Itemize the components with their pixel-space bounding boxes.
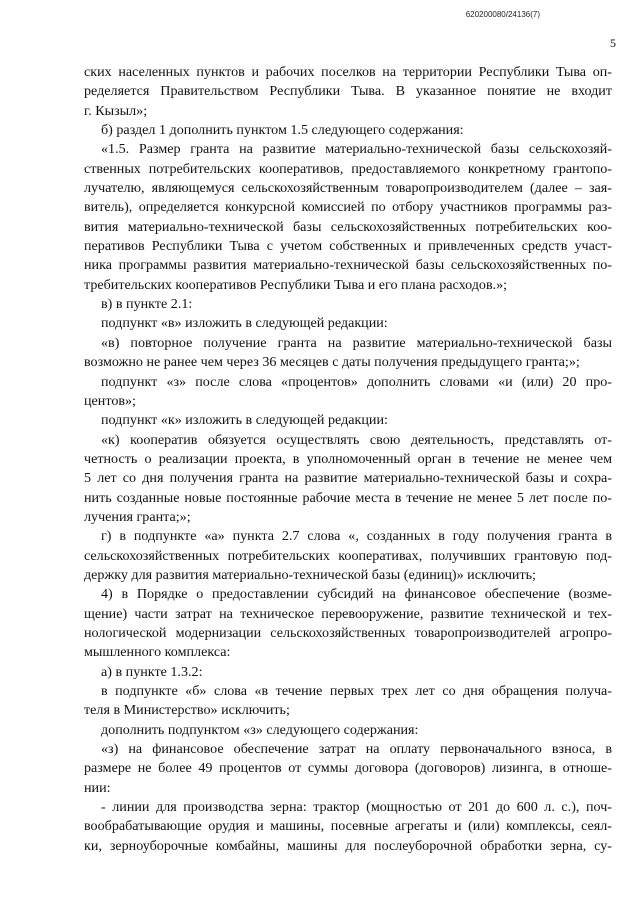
text-line: вообрабатывающие орудия и машины, посевные агрегаты и (или) комплексы, сеял- — [84, 818, 612, 835]
text-line: г) в подпункте «а» пункта 2.7 слова «, созданных в году получения гранта в — [101, 528, 612, 545]
text-line: подпункт «з» после слова «процентов» дополнить словами «и (или) 20 про- — [101, 373, 612, 390]
text-line: теля в Министерство» исключить; — [84, 702, 290, 719]
text-line: витель), определяется конкурсной комиссией по отбору участников программы раз- — [84, 199, 612, 216]
text-line: «1.5. Размер гранта на развитие материально-технической базы сельскохозяй- — [101, 141, 612, 158]
text-line: лучения гранта;»; — [84, 508, 191, 525]
text-line: 5 лет со дня получения гранта на развитие материально-технической базы и сохра- — [84, 470, 612, 487]
document-code: 620200080/24136(7) — [465, 10, 540, 19]
text-line: ределяется Правительством Республики Тыва. В указанное понятие не входит — [84, 83, 612, 100]
text-line: перативов Республики Тыва с учетом собственных и привлеченных средств участ- — [84, 238, 612, 255]
text-line: нии: — [84, 779, 111, 796]
text-line: подпункт «в» изложить в следующей редакции: — [101, 315, 388, 332]
text-line: в подпункте «б» слова «в течение первых трех лет со дня обращения получа- — [101, 683, 612, 699]
text-line: ственных потребительских кооперативов, предоставляемого конкретному грантопо- — [84, 160, 612, 177]
text-line: г. Кызыл»; — [84, 102, 148, 119]
text-line: ских населенных пунктов и рабочих поселков на территории Республики Тыва оп- — [84, 64, 612, 80]
text-line: лучателю, являющемуся сельскохозяйственным товаропроизводителем (далее – зая- — [84, 180, 612, 197]
text-line: размере не более 49 процентов от суммы договора (договоров) лизинга, в отноше- — [84, 760, 612, 777]
text-line: «в) повторное получение гранта на развитие материально-технической базы — [101, 334, 612, 351]
text-line: нологической модернизации сельскохозяйственных товаропроизводителей агропро- — [84, 624, 612, 641]
text-line: б) раздел 1 дополнить пунктом 1.5 следующего содержания: — [101, 122, 464, 139]
text-line: в) в пункте 2.1: — [101, 296, 193, 313]
text-line: требительских кооперативов Республики Тыва и его плана расходов.»; — [84, 276, 508, 293]
text-line: сельскохозяйственных потребительских кооперативах, получивших грантовую под- — [84, 547, 612, 564]
text-line: - линии для производства зерна: трактор (мощностью от 201 до 600 л. с.), поч- — [101, 799, 612, 816]
text-line: «к) кооператив обязуется осуществлять свою деятельность, представлять от- — [101, 431, 612, 448]
text-line: ки, зерноуборочные комбайны, машины для послеуборочной обработки зерна, су- — [84, 837, 612, 854]
text-line: возможно не ранее чем через 36 месяцев с даты получения предыдущего гранта;»; — [84, 354, 580, 371]
text-line: а) в пункте 1.3.2: — [101, 663, 203, 680]
text-line: вития материально-технической базы сельскохозяйственных потребительских коо- — [84, 218, 612, 235]
text-line: подпункт «к» изложить в следующей редакции: — [101, 412, 388, 429]
text-line: «з) на финансовое обеспечение затрат на оплату первоначального взноса, в — [101, 741, 612, 758]
text-line: ника программы развития материально-технической базы сельскохозяйственных по- — [84, 257, 612, 274]
text-line: четность о реализации проекта, в уполномоченный орган в течение не менее чем — [84, 450, 612, 467]
document-body — [84, 63, 612, 856]
text-line: центов»; — [84, 392, 136, 409]
text-line: 4) в Порядке о предоставлении субсидий на финансовое обеспечение (возме- — [101, 586, 612, 603]
text-line: мышленного комплекса: — [84, 644, 231, 661]
text-line: держку для развития материально-технической базы (единиц)» исключить; — [84, 566, 536, 583]
text-line: дополнить подпунктом «з» следующего содержания: — [101, 721, 419, 738]
text-line: щение) части затрат на техническое перевооружение, развитие технической и тех- — [84, 605, 612, 622]
page-number: 5 — [610, 36, 616, 50]
text-line: нить созданные новые постоянные рабочие места в течение не менее 5 лет после по- — [84, 489, 612, 506]
